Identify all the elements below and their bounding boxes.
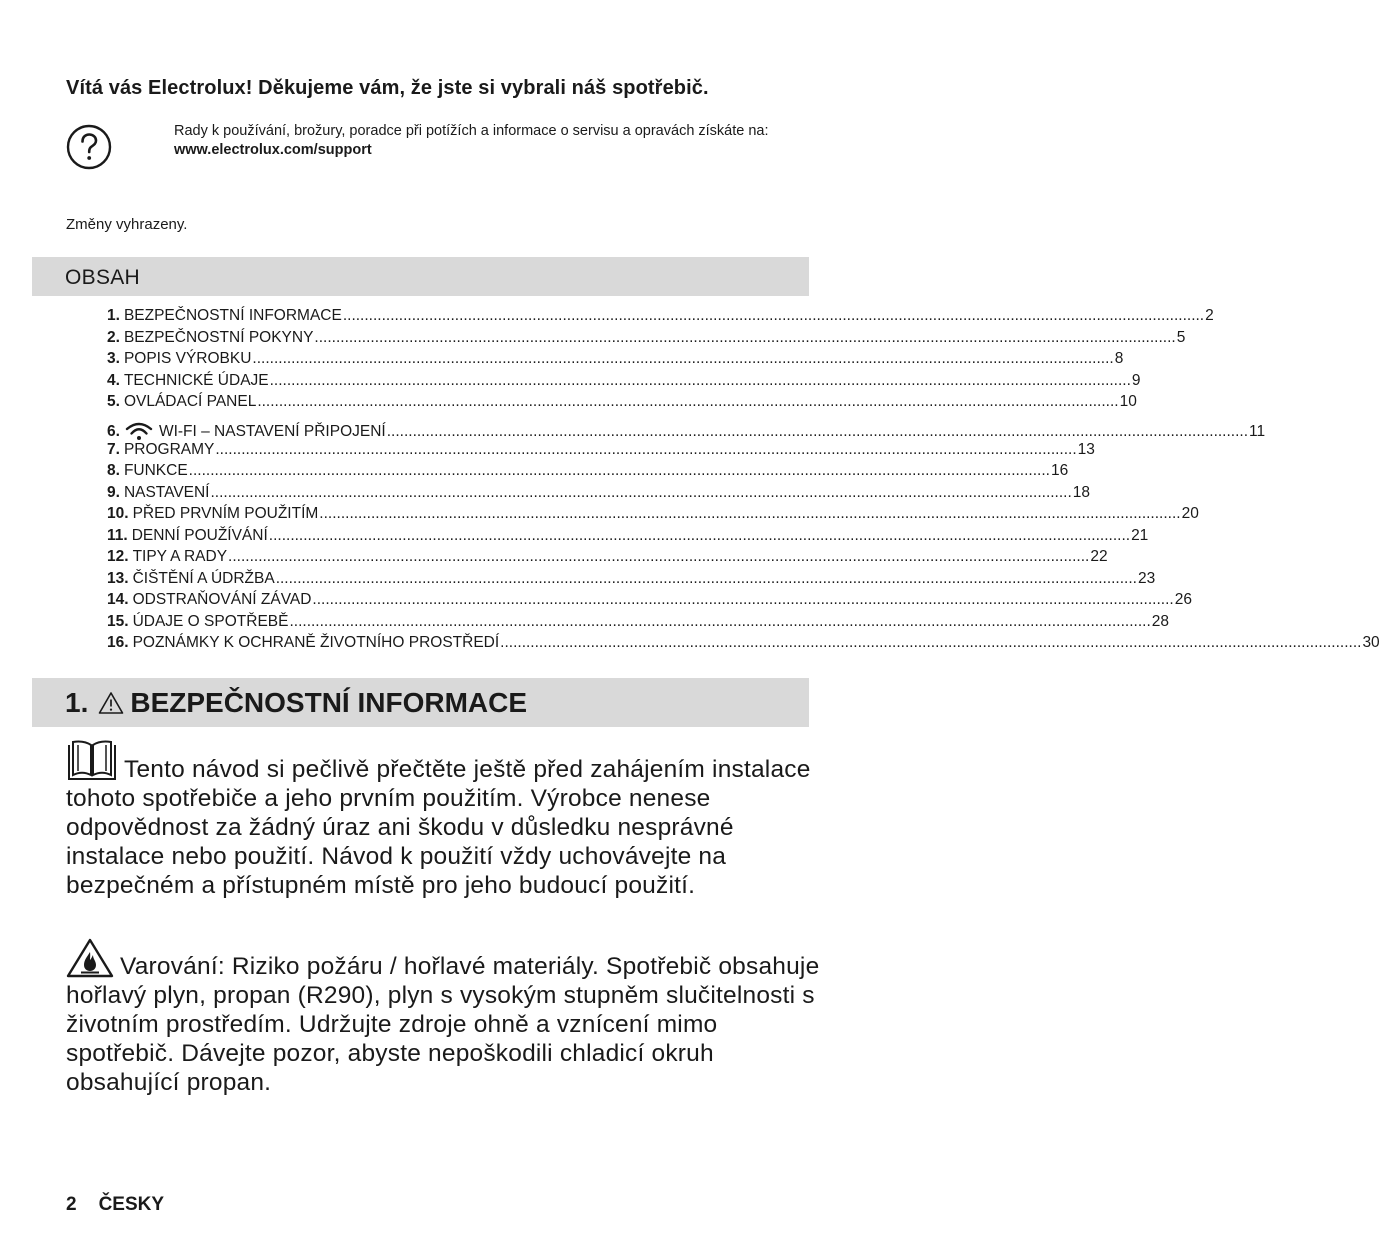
toc-entry-page: 16 [1050, 462, 1069, 479]
toc-leader-dots: ........................................................................................................................................................................................................ [500, 634, 1362, 651]
toc-leader-dots: ........................................................................................................................................................................................................ [215, 440, 1077, 458]
toc-leader-dots: ........................................................................................................................................................................................................ [314, 328, 1176, 346]
toc-entry-title: NASTAVENÍ [123, 483, 210, 501]
toc-entry-title: PŘED PRVNÍM POUŽITÍM [132, 505, 319, 522]
toc-entry-page: 9 [1131, 371, 1141, 389]
toc-entry-number: 1. [107, 307, 120, 324]
toc-entry[interactable] [107, 591, 1192, 613]
toc-entry-number: 8. [107, 462, 120, 479]
toc-entry[interactable] [107, 393, 1137, 415]
toc-entry-title: POZNÁMKY K OCHRANĚ ŽIVOTNÍHO PROSTŘEDÍ [132, 634, 500, 651]
toc-entry-number: 12. [107, 548, 129, 565]
toc-entry[interactable] [107, 483, 1091, 506]
toc-entry-number: 7. [107, 440, 120, 458]
toc-entry[interactable] [107, 462, 1069, 484]
section-1-heading [65, 687, 527, 719]
support-text: Rady k používání, brožury, poradce při potížích a informace o servisu a opravách získáte na: [174, 123, 769, 139]
toc-entry-page: 18 [1072, 483, 1091, 501]
toc-entry[interactable] [107, 307, 1214, 329]
toc-entry-title: BEZPEČNOSTNÍ INFORMACE [123, 307, 342, 324]
wifi-icon [124, 421, 154, 441]
safety-paragraph-manual [66, 739, 826, 900]
toc-entry-title: ODSTRAŇOVÁNÍ ZÁVAD [132, 591, 312, 608]
toc-entry-page: 11 [1249, 422, 1266, 440]
page-number: 2 [66, 1194, 77, 1215]
safety-paragraph-flammable [66, 938, 826, 1097]
toc-leader-dots: ........................................................................................................................................................................................................ [275, 569, 1137, 587]
safety-paragraph-manual-text: Tento návod si pečlivě přečtěte ještě před zahájením instalace tohoto spotřebiče a jeho prvním použitím. Výrobce nenese odpovědnost za žádný úraz ani škodu v důsledku nesprávné instalace nebo použití. Návod k použití vždy uchovávejte na bezpečném a přístupném místě pro jeho budoucí použití. [66, 756, 811, 899]
toc-entry-number: 10. [107, 505, 129, 522]
manual-book-icon [66, 739, 118, 783]
toc-entry-number: 9. [107, 483, 120, 501]
toc-leader-dots: ........................................................................................................................................................................................................ [342, 307, 1205, 324]
toc-entry[interactable] [107, 569, 1156, 592]
toc-entry-page: 13 [1077, 440, 1095, 458]
toc-entry-page: 8 [1114, 350, 1124, 367]
toc-entry-title: TIPY A RADY [132, 548, 228, 565]
toc-title: OBSAH [65, 266, 141, 289]
toc-leader-dots: ........................................................................................................................................................................................................ [312, 591, 1174, 608]
toc-heading-band [32, 257, 809, 296]
toc-entry[interactable] [107, 548, 1108, 570]
toc-entry-number: 15. [107, 612, 129, 630]
toc-leader-dots: ........................................................................................................................................................................................................ [257, 393, 1119, 410]
toc-leader-dots: ........................................................................................................................................................................................................ [319, 505, 1181, 522]
toc-leader-dots: ........................................................................................................................................................................................................ [268, 526, 1131, 544]
toc-entry[interactable] [107, 634, 1380, 656]
toc-entry-page: 20 [1181, 505, 1199, 522]
toc-entry[interactable] [107, 440, 1095, 463]
toc-leader-dots: ........................................................................................................................................................................................................ [188, 462, 1050, 479]
toc-entry-number: 6. [107, 422, 120, 440]
toc-entry[interactable] [107, 415, 1266, 441]
toc-entry-number: 5. [107, 393, 120, 410]
toc-entry-number: 3. [107, 350, 120, 367]
section-heading-band [32, 678, 809, 727]
toc-entry-page: 23 [1137, 569, 1156, 587]
toc-entry[interactable] [107, 526, 1149, 549]
toc-leader-dots: ........................................................................................................................................................................................................ [228, 548, 1090, 565]
toc-entry-page: 28 [1151, 612, 1169, 630]
question-circle-icon [66, 124, 112, 170]
toc-entry-title: PROGRAMY [123, 440, 215, 458]
table-of-contents [107, 307, 1380, 656]
support-info [174, 122, 794, 160]
toc-entry-title: DENNÍ POUŽÍVÁNÍ [131, 526, 268, 544]
toc-entry[interactable] [107, 328, 1186, 351]
flammable-warning-icon [66, 938, 114, 978]
toc-entry-title: OVLÁDACÍ PANEL [123, 393, 257, 410]
toc-entry-title: BEZPEČNOSTNÍ POKYNY [123, 328, 314, 346]
toc-entry-title: TECHNICKÉ ÚDAJE [123, 371, 269, 389]
toc-leader-dots: ........................................................................................................................................................................................................ [252, 350, 1114, 367]
toc-leader-dots: ........................................................................................................................................................................................................ [269, 371, 1131, 389]
toc-entry-number: 11. [107, 526, 128, 544]
toc-entry[interactable] [107, 612, 1169, 635]
toc-entry[interactable] [107, 371, 1141, 394]
toc-entry-page: 2 [1205, 307, 1214, 324]
toc-entry-title: POPIS VÝROBKU [123, 350, 252, 367]
toc-entry-page: 30 [1362, 634, 1380, 651]
support-url-link[interactable]: www.electrolux.com/support [174, 142, 372, 158]
toc-entry-page: 26 [1174, 591, 1192, 608]
toc-entry[interactable] [107, 350, 1124, 372]
toc-entry-number: 14. [107, 591, 129, 608]
changes-note: Změny vyhrazeny. [66, 216, 188, 233]
toc-entry-number: 16. [107, 634, 129, 651]
toc-entry-number: 4. [107, 371, 120, 389]
section-1-number: 1. [65, 687, 89, 718]
toc-entry-title: ČIŠTĚNÍ A ÚDRŽBA [132, 569, 275, 587]
warning-triangle-icon [98, 691, 124, 715]
toc-entry-title: WI-FI – NASTAVENÍ PŘIPOJENÍ [158, 422, 386, 440]
toc-entry-title: ÚDAJE O SPOTŘEBĚ [132, 612, 289, 630]
toc-leader-dots: ........................................................................................................................................................................................................ [210, 483, 1072, 501]
section-1-title: BEZPEČNOSTNÍ INFORMACE [130, 687, 528, 718]
toc-entry-page: 22 [1090, 548, 1108, 565]
toc-leader-dots: ........................................................................................................................................................................................................ [386, 422, 1249, 440]
toc-entry-page: 5 [1176, 328, 1186, 346]
toc-entry-number: 2. [107, 328, 120, 346]
toc-entry-page: 21 [1131, 526, 1149, 544]
footer-language: ČESKY [98, 1194, 165, 1215]
toc-entry-number: 13. [107, 569, 129, 587]
toc-entry-title: FUNKCE [123, 462, 188, 479]
toc-entry[interactable] [107, 505, 1199, 527]
welcome-heading: Vítá vás Electrolux! Děkujeme vám, že jste si vybrali náš spotřebič. [66, 77, 709, 99]
safety-paragraph-flammable-text: Varování: Riziko požáru / hořlavé materiály. Spotřebič obsahuje hořlavý plyn, propan (R290), plyn s vysokým stupněm slučitelnosti s životním prostředím. Udržujte zdroje ohně a vznícení mimo spotřebič. Dávejte pozor, abyste nepoškodili chladicí okruh obsahující propan. [66, 953, 820, 1096]
toc-leader-dots: ........................................................................................................................................................................................................ [289, 612, 1151, 630]
page-footer [66, 1194, 164, 1216]
toc-entry-page: 10 [1119, 393, 1137, 410]
